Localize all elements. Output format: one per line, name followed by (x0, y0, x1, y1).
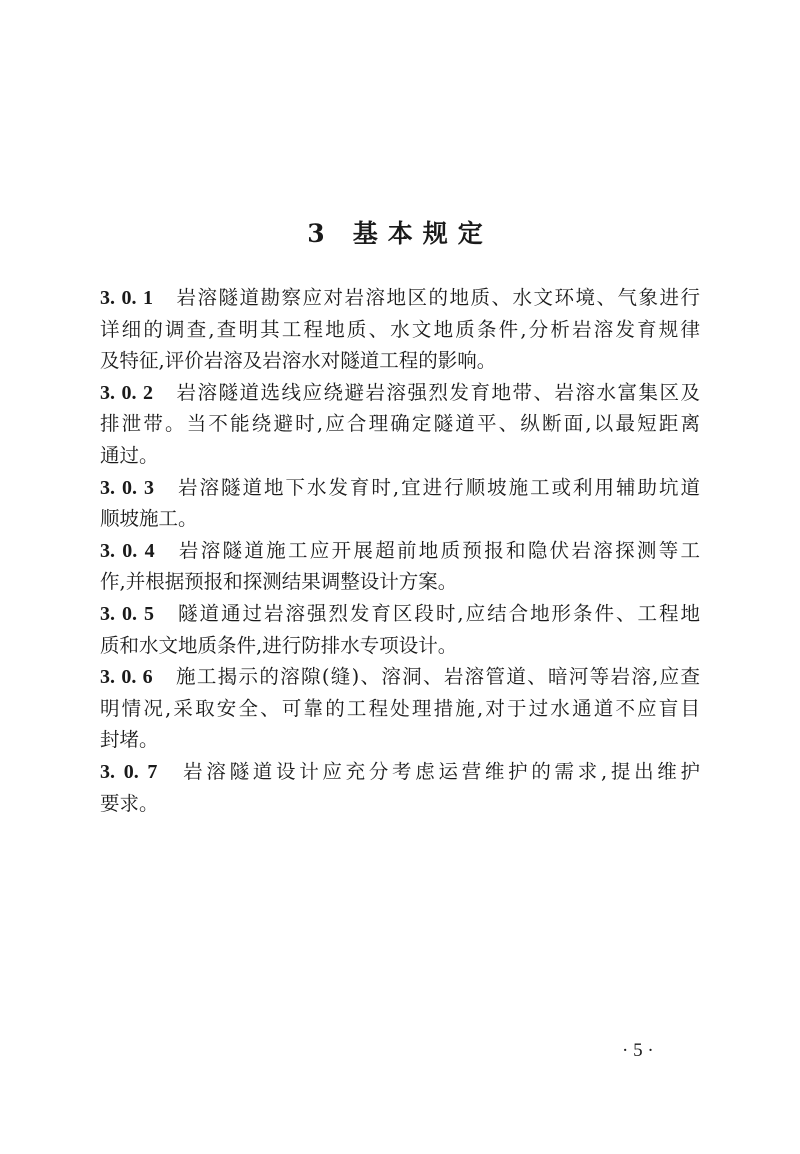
clause-line (100, 408, 700, 440)
clause-line (100, 566, 700, 598)
section-heading (0, 214, 800, 250)
clause-number: 3. 0. 7 (100, 760, 158, 783)
clause-text: 质和水文地质条件,进行防排水专项设计。 (100, 633, 458, 657)
clause-text: 通过。 (100, 443, 159, 467)
page-number: · 5 · (622, 1040, 654, 1061)
clause-line (100, 756, 700, 788)
clause-6 (100, 661, 700, 756)
clause-line (100, 503, 700, 535)
clause-line (100, 724, 700, 756)
clause-text: 岩溶隧道设计应充分考虑运营维护的需求,提出维护 (179, 759, 700, 783)
clause-text: 施工揭示的溶隙(缝)、溶洞、岩溶管道、暗河等岩溶,应查 (174, 665, 700, 689)
clause-text: 岩溶隧道地下水发育时,宜进行顺坡施工或利用辅助坑道 (176, 475, 700, 499)
clause-number: 3. 0. 1 (100, 287, 153, 309)
clause-text: 岩溶隧道选线应绕避岩溶强烈发育地带、岩溶水富集区及 (175, 380, 700, 404)
clause-line (100, 693, 700, 725)
clause-line (100, 598, 700, 630)
clause-line (100, 788, 700, 820)
section-number: 3 (307, 219, 327, 248)
clause-text: 顺坡施工。 (100, 507, 198, 531)
clause-4 (100, 535, 700, 598)
clause-1 (100, 282, 700, 377)
clause-text: 明情况,采取安全、可靠的工程处理措施,对于过水通道不应盲目 (100, 696, 700, 720)
clause-line (100, 282, 700, 314)
clause-text: 隧道通过岩溶强烈发育区段时,应结合地形条件、工程地 (176, 601, 700, 625)
clause-number: 3. 0. 2 (100, 381, 153, 404)
clause-number: 3. 0. 3 (100, 476, 154, 499)
clause-5 (100, 598, 700, 661)
clause-text: 及特征,评价岩溶及岩溶水对隧道工程的影响。 (100, 349, 497, 373)
clauses-body (100, 282, 700, 819)
clause-text: 作,并根据预报和探测结果调整设计方案。 (100, 570, 458, 594)
section-title: 基本规定 (352, 219, 493, 248)
clause-number: 3. 0. 5 (100, 602, 154, 625)
clause-text: 要求。 (100, 791, 159, 815)
clause-2 (100, 377, 700, 472)
clause-line (100, 345, 700, 377)
clause-line (100, 535, 700, 567)
clause-line (100, 661, 700, 693)
clause-number: 3. 0. 6 (100, 666, 153, 689)
clause-text: 详细的调查,查明其工程地质、水文地质条件,分析岩溶发育规律 (100, 317, 700, 341)
clause-line (100, 440, 700, 472)
clause-text: 排泄带。当不能绕避时,应合理确定隧道平、纵断面,以最短距离 (100, 412, 700, 436)
clause-line (100, 314, 700, 346)
clause-text: 岩溶隧道施工应开展超前地质预报和隐伏岩溶探测等工 (176, 538, 700, 562)
clause-number: 3. 0. 4 (100, 539, 155, 562)
clause-line (100, 377, 700, 409)
clause-text: 封堵。 (100, 728, 159, 752)
clause-line (100, 472, 700, 504)
clause-line (100, 630, 700, 662)
clause-7 (100, 756, 700, 819)
clause-3 (100, 472, 700, 535)
clause-text: 岩溶隧道勘察应对岩溶地区的地质、水文环境、气象进行 (175, 286, 700, 309)
